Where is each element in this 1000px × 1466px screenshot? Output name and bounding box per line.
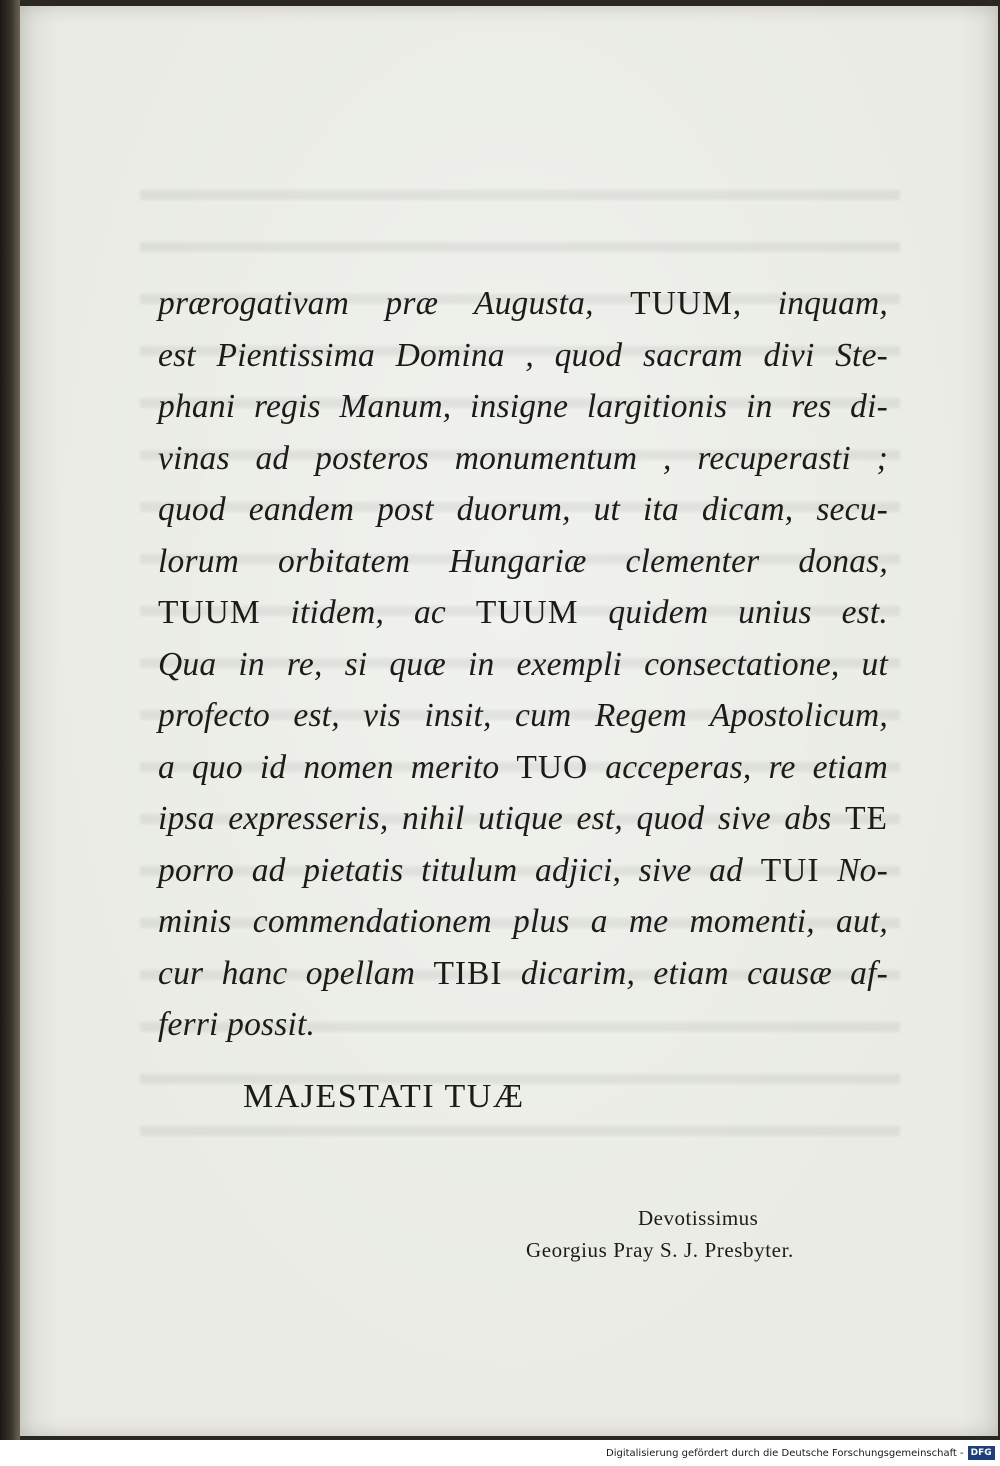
text-segment: profecto est, vis insit, cum Regem Apostolicum, — [158, 697, 888, 734]
dfg-logo: DFG — [968, 1446, 995, 1460]
text-segment: est Pientissima Domina , quod sacram divi Ste- — [158, 336, 888, 374]
text-line — [158, 639, 888, 691]
signature-closing-word: Devotissimus — [638, 1206, 759, 1230]
small-caps-word: TUUM — [158, 594, 261, 631]
text-segment: , inquam, — [732, 285, 888, 322]
digitization-credit — [606, 1444, 995, 1462]
text-line — [158, 690, 888, 742]
text-segment: dicarim, etiam causæ af- — [502, 954, 888, 992]
text-segment: quidem unius est. — [578, 594, 888, 631]
small-caps-word: TUI — [760, 851, 820, 889]
body-paragraph — [158, 278, 888, 1051]
text-line — [158, 793, 888, 845]
signature-author: Georgius Pray S. J. Presbyter. — [526, 1238, 794, 1262]
text-line — [158, 433, 888, 485]
text-segment: vinas ad posteros monumentum , recuperasti ; — [158, 439, 888, 477]
text-segment: minis commendationem plus a me momenti, aut, — [158, 903, 888, 940]
text-segment: acceperas, re etiam — [588, 748, 889, 786]
text-line — [158, 587, 888, 639]
text-line — [158, 484, 888, 536]
closing-salutation: MAJESTATI TUÆ — [243, 1078, 525, 1115]
text-segment: porro ad pietatis titulum adjici, sive ad — [158, 851, 761, 889]
text-segment: Qua in re, si quæ in exempli consectatione, ut — [158, 645, 888, 683]
text-segment: ipsa expresseris, nihil utique est, quod sive abs — [158, 800, 846, 837]
text-segment: itidem, ac — [260, 594, 476, 631]
text-segment: prærogativam præ Augusta, — [158, 285, 631, 322]
text-segment: a quo id nomen merito — [158, 748, 517, 786]
small-caps-word: TIBI — [433, 954, 503, 992]
text-line — [158, 278, 888, 330]
text-line — [158, 948, 888, 1000]
small-caps-word: TUUM — [475, 594, 579, 631]
text-line — [158, 330, 888, 382]
digitization-credit-text: Digitalisierung gefördert durch die Deutsche Forschungsgemeinschaft - — [606, 1447, 964, 1459]
text-line — [158, 845, 888, 897]
text-line — [158, 896, 888, 948]
book-binding-edge — [0, 0, 20, 1440]
text-segment: quod eandem post duorum, ut ita dicam, secu- — [158, 491, 888, 528]
text-line — [158, 742, 888, 794]
small-caps-word: TUUM — [630, 285, 733, 322]
text-segment: ferri possit. — [158, 1006, 316, 1043]
text-segment: cur hanc opellam — [158, 954, 434, 992]
text-segment: lorum orbitatem Hungariæ clementer donas, — [158, 542, 888, 580]
text-line — [158, 999, 888, 1051]
small-caps-word: TUO — [516, 748, 589, 786]
text-segment: No- — [819, 851, 888, 889]
text-segment: phani regis Manum, insigne largitionis in res di- — [158, 388, 888, 425]
small-caps-word: TE — [845, 800, 888, 837]
text-line — [158, 536, 888, 588]
text-line — [158, 381, 888, 433]
